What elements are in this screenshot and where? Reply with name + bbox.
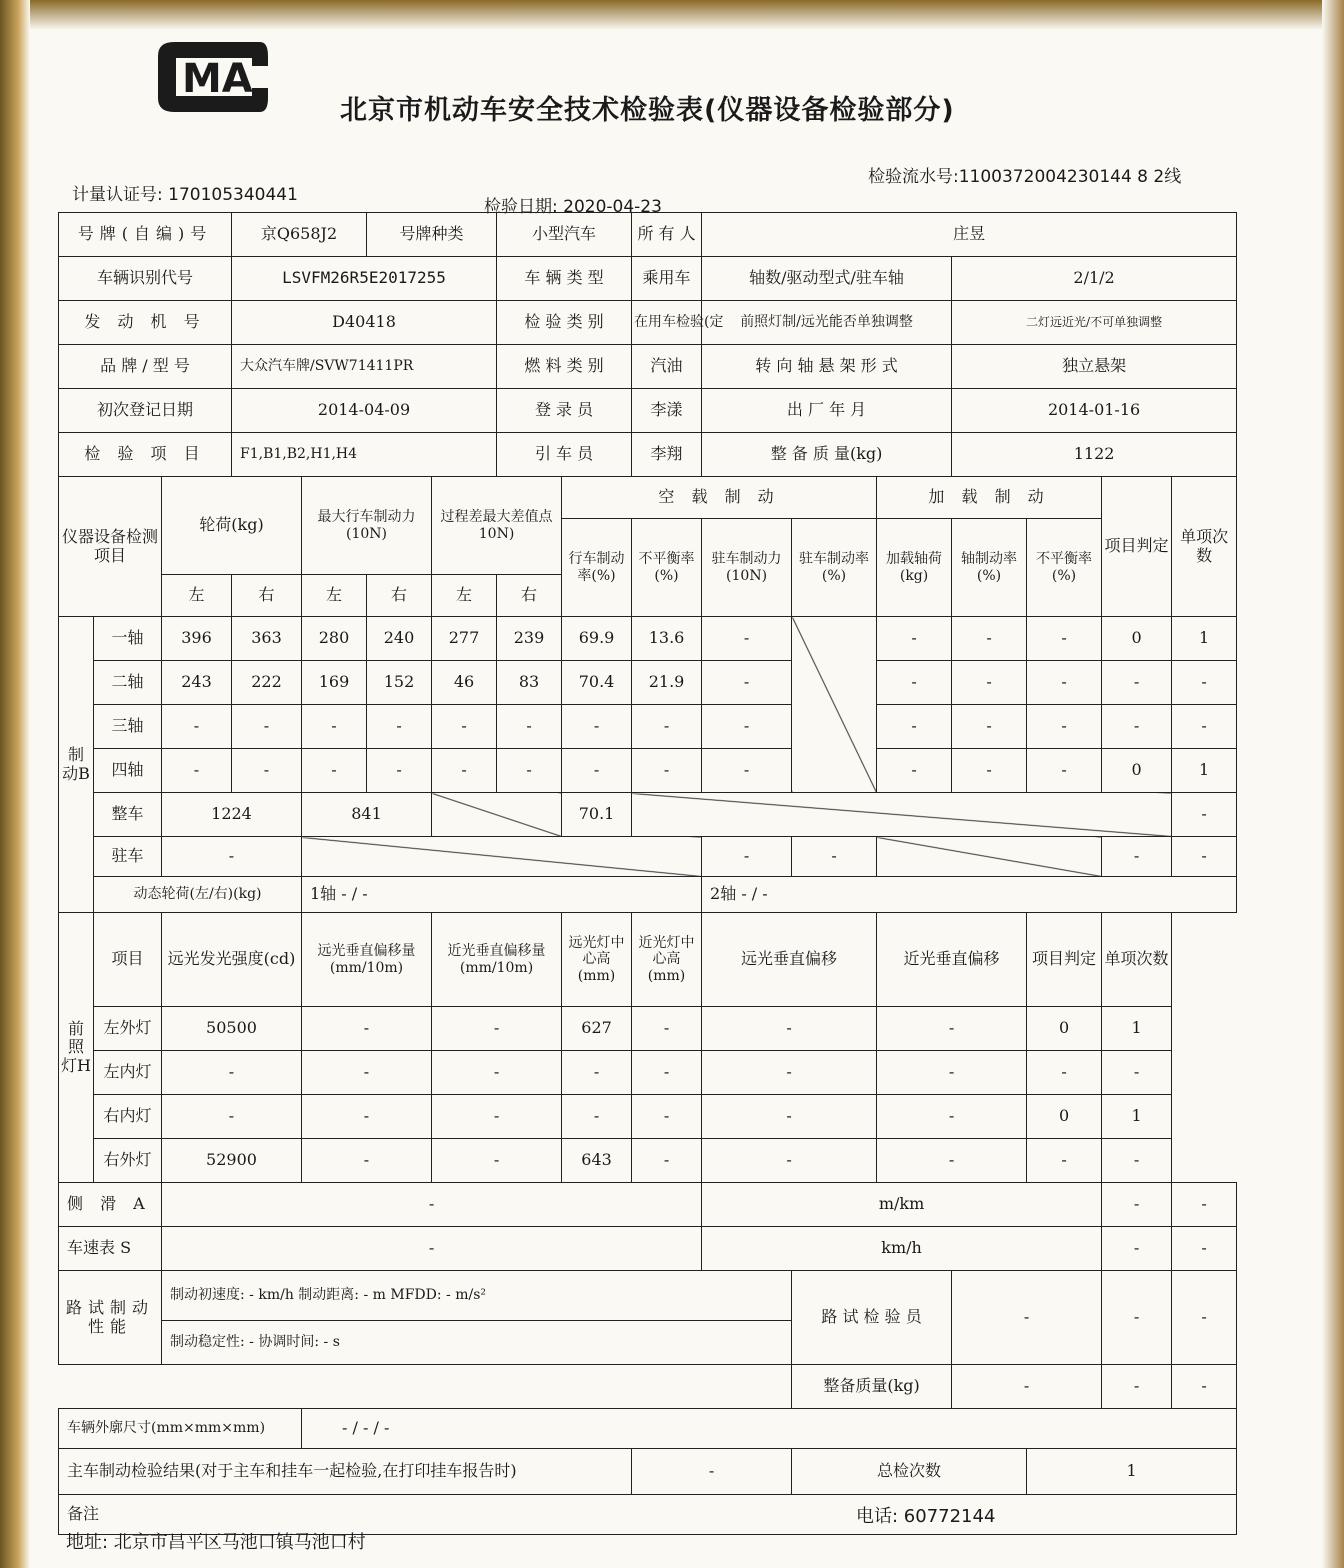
road-test-row-1 (59, 1271, 1237, 1321)
lamp-header (59, 913, 1237, 1007)
cell: - (952, 617, 1027, 661)
cell: - (302, 1007, 432, 1051)
axle-label: 三轴 (94, 705, 162, 749)
cell: - (702, 617, 792, 661)
paper-top-edge (0, 0, 1344, 30)
judge-cell: - (1102, 1271, 1172, 1365)
vehicle-row-2 (59, 257, 1237, 301)
judge-cell: - (1102, 1365, 1172, 1409)
mfg-date-label: 出 厂 年 月 (702, 389, 952, 433)
judge-header: 项目判定 (1102, 477, 1172, 617)
vehicle-type-label: 车 辆 类 型 (497, 257, 632, 301)
count-cell: 1 (1102, 1095, 1172, 1139)
diff-header: 过程差最大差值点 10N) (432, 477, 562, 575)
cell: 240 (367, 617, 432, 661)
lamp-row-4 (59, 1139, 1237, 1183)
lamp-row-3 (59, 1095, 1237, 1139)
cell: - (497, 749, 562, 793)
high-height-header: 远光灯中心高(mm) (562, 913, 632, 1007)
max-force-header: 最大行车制动力(10N) (302, 477, 432, 575)
cell: - (367, 705, 432, 749)
cell: - (432, 1051, 562, 1095)
cell: - (562, 749, 632, 793)
cell: - (302, 749, 367, 793)
suspension-label: 转 向 轴 悬 架 形 式 (702, 345, 952, 389)
cell: - (632, 749, 702, 793)
plate-label: 号牌(自编)号 (59, 213, 232, 257)
curb-mass-row-label: 整备质量(kg) (792, 1365, 952, 1409)
loaded-rate-header: 轴制动率(%) (952, 519, 1027, 617)
lamp-label: 右外灯 (94, 1139, 162, 1183)
dynamic-load-row (59, 877, 1237, 913)
brake-section-label: 制动B (59, 617, 94, 913)
judge-cell: 0 (1102, 617, 1172, 661)
dynamic-axle-2: 2轴 - / - (702, 877, 1237, 913)
brake-header-1 (59, 477, 1237, 519)
cell: 169 (302, 661, 367, 705)
cert-number: 计量认证号: 170105340441 (72, 185, 298, 205)
judge-cell: - (1102, 1227, 1172, 1271)
speedometer-value: - (162, 1227, 702, 1271)
park-value: - (162, 837, 302, 877)
plate-type-label: 号牌种类 (367, 213, 497, 257)
trailer-label: 主车制动检验结果(对于主车和挂车一起检验,在打印挂车报告时) (59, 1449, 632, 1495)
cell: 46 (432, 661, 497, 705)
cell: - (952, 749, 1027, 793)
total-count-label: 总检次数 (792, 1449, 1027, 1495)
whole-blank-diagonal (632, 793, 1172, 837)
cell: - (367, 749, 432, 793)
count-cell: - (1172, 1183, 1237, 1227)
right-header: 右 (497, 575, 562, 617)
cell: - (877, 617, 952, 661)
cell: - (702, 705, 792, 749)
count-cell: - (1172, 705, 1237, 749)
cell: 363 (232, 617, 302, 661)
plate-type-value: 小型汽车 (497, 213, 632, 257)
cell: - (702, 1051, 877, 1095)
cell: 52900 (162, 1139, 302, 1183)
cell: - (1027, 661, 1102, 705)
lamp-row-2 (59, 1051, 1237, 1095)
low-offset-header: 近光垂直偏移 (877, 913, 1027, 1007)
road-inspector-value: - (952, 1271, 1102, 1365)
logger-label: 登 录 员 (497, 389, 632, 433)
inspection-category-value: 在用车检验(定 (632, 301, 702, 345)
side-slip-row (59, 1183, 1237, 1227)
cell: - (302, 705, 367, 749)
count-cell: 1 (1102, 1007, 1172, 1051)
headlamp-label: 前照灯制/远光能否单独调整 (702, 301, 952, 345)
whole-load: 1224 (162, 793, 302, 837)
count-cell: - (1172, 1365, 1237, 1409)
cell: - (162, 705, 232, 749)
cell: - (432, 1139, 562, 1183)
judge-cell: - (1102, 705, 1172, 749)
curb-mass-label: 整 备 质 量(kg) (702, 433, 952, 477)
cell: - (702, 1139, 877, 1183)
park-rate-diagonal (792, 617, 877, 793)
cell: - (432, 705, 497, 749)
owner-label: 所 有 人 (632, 213, 702, 257)
whole-rate: 70.1 (562, 793, 632, 837)
device-header: 仪器设备检测项目 (59, 477, 162, 617)
unbalance-header: 不平衡率(%) (632, 519, 702, 617)
cell: - (877, 1051, 1027, 1095)
cell: - (702, 1095, 877, 1139)
curb-mass-row-value: - (952, 1365, 1102, 1409)
whole-diff-diagonal (432, 793, 562, 837)
dynamic-axle-1: 1轴 - / - (302, 877, 702, 913)
cell: - (632, 1051, 702, 1095)
suspension-value: 独立悬架 (952, 345, 1237, 389)
count-cell: - (1102, 1051, 1172, 1095)
right-header: 右 (232, 575, 302, 617)
loaded-unbalance-header: 不平衡率(%) (1027, 519, 1102, 617)
judge-cell: - (1172, 793, 1237, 837)
trailer-value: - (632, 1449, 792, 1495)
park-force-header: 驻车制动力(10N) (702, 519, 792, 617)
cell: - (302, 1095, 432, 1139)
cell: - (632, 1095, 702, 1139)
cell: - (432, 1007, 562, 1051)
cell: - (702, 661, 792, 705)
paper-right-edge (1322, 0, 1344, 1568)
reg-date-value: 2014-04-09 (232, 389, 497, 433)
axle-value: 2/1/2 (952, 257, 1237, 301)
judge-cell: 0 (1027, 1007, 1102, 1051)
speedometer-unit: km/h (702, 1227, 1102, 1271)
brake-row-2 (59, 661, 1237, 705)
vehicle-row-5 (59, 389, 1237, 433)
mfg-date-value: 2014-01-16 (952, 389, 1237, 433)
items-label: 检 验 项 目 (59, 433, 232, 477)
cell: - (562, 1051, 632, 1095)
brake-whole-row (59, 793, 1237, 837)
axle-label: 一轴 (94, 617, 162, 661)
inspection-date: 检验日期: 2020-04-23 (484, 197, 662, 217)
judge-cell: - (1102, 661, 1172, 705)
brake-row-1 (59, 617, 1237, 661)
left-header: 左 (162, 575, 232, 617)
high-vert-header: 远光垂直偏移量(mm/10m) (302, 913, 432, 1007)
judge-cell: - (1027, 1051, 1102, 1095)
cell: - (1027, 617, 1102, 661)
guide-label: 引 车 员 (497, 433, 632, 477)
curb-mass-row (59, 1365, 1237, 1409)
cell: 239 (497, 617, 562, 661)
plate-value: 京Q658J2 (232, 213, 367, 257)
fuel-value: 汽油 (632, 345, 702, 389)
cell: - (232, 749, 302, 793)
cell: - (432, 1095, 562, 1139)
cell: 70.4 (562, 661, 632, 705)
side-slip-unit: m/km (702, 1183, 1102, 1227)
vehicle-type-value: 乘用车 (632, 257, 702, 301)
lamp-label: 左外灯 (94, 1007, 162, 1051)
empty-load-header: 空 载 制 动 (562, 477, 877, 519)
cell: 50500 (162, 1007, 302, 1051)
inspection-table (58, 212, 1237, 1535)
axle-label: 轴数/驱动型式/驻车轴 (702, 257, 952, 301)
engine-value: D40418 (232, 301, 497, 345)
left-header: 左 (302, 575, 367, 617)
park-force: - (702, 837, 792, 877)
flow-number: 检验流水号:1100372004230144 8 2线 (868, 167, 1182, 187)
cell: - (877, 705, 952, 749)
cell: - (632, 1139, 702, 1183)
cell: 280 (302, 617, 367, 661)
cell: - (877, 1007, 1027, 1051)
vehicle-row-3 (59, 301, 1237, 345)
cell: - (562, 705, 632, 749)
road-test-line-2: 制动稳定性: - 协调时间: - s (162, 1321, 792, 1365)
count-cell: - (1172, 661, 1237, 705)
cell: - (702, 749, 792, 793)
count-cell: - (1172, 1271, 1237, 1365)
right-header: 右 (367, 575, 432, 617)
cell: - (302, 1051, 432, 1095)
judge-cell: 0 (1102, 749, 1172, 793)
logger-value: 李漾 (632, 389, 702, 433)
phone: 电话: 60772144 (856, 1506, 996, 1527)
lamp-row-1 (59, 1007, 1237, 1051)
vehicle-row-1 (59, 213, 1237, 257)
cell: - (302, 1139, 432, 1183)
items-value: F1,B1,B2,H1,H4 (232, 433, 497, 477)
cma-logo-icon (152, 36, 274, 118)
high-offset-header: 远光垂直偏移 (702, 913, 877, 1007)
total-count-value: 1 (1027, 1449, 1237, 1495)
count-header: 单项次数 (1172, 477, 1237, 617)
brake-park-row (59, 837, 1237, 877)
trailer-row (59, 1449, 1237, 1495)
owner-value: 庄昱 (702, 213, 1237, 257)
park-rate-header: 驻车制动率(%) (792, 519, 877, 617)
curb-mass-value: 1122 (952, 433, 1237, 477)
judge-cell: - (1027, 1139, 1102, 1183)
cell: - (702, 1007, 877, 1051)
count-cell: - (1102, 1139, 1172, 1183)
cell: - (952, 661, 1027, 705)
road-inspector-label: 路 试 检 验 员 (792, 1271, 952, 1365)
count-cell: 1 (1172, 749, 1237, 793)
side-slip-value: - (162, 1183, 702, 1227)
low-height-header: 近光灯中心高(mm) (632, 913, 702, 1007)
whole-force: 841 (302, 793, 432, 837)
wheel-load-header: 轮荷(kg) (162, 477, 302, 575)
count-cell: 1 (1172, 617, 1237, 661)
dimension-row (59, 1409, 1237, 1449)
dimension-value: - / - / - (302, 1409, 1237, 1449)
brake-rate-header: 行车制动率(%) (562, 519, 632, 617)
loaded-axle-load-header: 加载轴荷(kg) (877, 519, 952, 617)
intensity-header: 远光发光强度(cd) (162, 913, 302, 1007)
park-loaded-diagonal (877, 837, 1102, 877)
cell: 643 (562, 1139, 632, 1183)
brand-label: 品 牌 / 型 号 (59, 345, 232, 389)
cell: - (162, 1095, 302, 1139)
park-rate: - (792, 837, 877, 877)
cell: - (562, 1095, 632, 1139)
dimension-label: 车辆外廓尺寸(mm×mm×mm) (59, 1409, 302, 1449)
left-header: 左 (432, 575, 497, 617)
cell: 243 (162, 661, 232, 705)
loaded-header: 加 载 制 动 (877, 477, 1102, 519)
page-title: 北京市机动车安全技术检验表(仪器设备检验部分) (340, 95, 955, 126)
cell: - (952, 705, 1027, 749)
dynamic-load-label: 动态轮荷(左/右)(kg) (94, 877, 302, 913)
reg-date-label: 初次登记日期 (59, 389, 232, 433)
inspection-category-label: 检 验 类 别 (497, 301, 632, 345)
cell: - (1027, 705, 1102, 749)
lamp-section-label: 前照灯H (59, 913, 94, 1183)
whole-label: 整车 (94, 793, 162, 837)
cell: - (877, 661, 952, 705)
cell: - (162, 749, 232, 793)
cell: - (1027, 749, 1102, 793)
cell: 396 (162, 617, 232, 661)
road-test-line-1: 制动初速度: - km/h 制动距离: - m MFDD: - m/s² (162, 1271, 792, 1321)
axle-label: 二轴 (94, 661, 162, 705)
cell: 222 (232, 661, 302, 705)
brake-row-4 (59, 749, 1237, 793)
count-cell: - (1172, 1227, 1237, 1271)
axle-label: 四轴 (94, 749, 162, 793)
address: 地址: 北京市昌平区马池口镇马池口村 (66, 1532, 366, 1553)
vin-value: LSVFM26R5E2017255 (232, 257, 497, 301)
cell: - (877, 1139, 1027, 1183)
cell: - (432, 749, 497, 793)
brake-row-3 (59, 705, 1237, 749)
lamp-label: 左内灯 (94, 1051, 162, 1095)
judge-cell: - (1102, 837, 1172, 877)
cell: 627 (562, 1007, 632, 1051)
cell: - (877, 1095, 1027, 1139)
cell: 277 (432, 617, 497, 661)
paper-left-edge (0, 0, 30, 1568)
engine-label: 发 动 机 号 (59, 301, 232, 345)
cell: 21.9 (632, 661, 702, 705)
judge-cell: 0 (1027, 1095, 1102, 1139)
side-slip-label: 侧 滑 A (59, 1183, 162, 1227)
fuel-label: 燃 料 类 别 (497, 345, 632, 389)
cell: - (632, 1007, 702, 1051)
speedometer-label: 车速表 S (59, 1227, 162, 1271)
road-test-label: 路试制动性能 (59, 1271, 162, 1365)
cell: 69.9 (562, 617, 632, 661)
cell: - (632, 705, 702, 749)
cell: - (162, 1051, 302, 1095)
lamp-item-header: 项目 (94, 913, 162, 1007)
lamp-count-header: 单项次数 (1102, 913, 1172, 1007)
cell: - (232, 705, 302, 749)
curb-mass-blank (59, 1365, 792, 1409)
vehicle-row-6 (59, 433, 1237, 477)
cell: - (877, 749, 952, 793)
cell: - (497, 705, 562, 749)
speedometer-row (59, 1227, 1237, 1271)
guide-value: 李翔 (632, 433, 702, 477)
brand-value: 大众汽车牌/SVW71411PR (232, 345, 497, 389)
headlamp-value: 二灯远近光/不可单独调整 (952, 301, 1237, 345)
logo-text: MA (182, 56, 253, 102)
vehicle-row-4 (59, 345, 1237, 389)
lamp-label: 右内灯 (94, 1095, 162, 1139)
park-blank-diagonal (302, 837, 702, 877)
park-label: 驻车 (94, 837, 162, 877)
remark-label: 备注 (59, 1495, 1237, 1535)
cell: 152 (367, 661, 432, 705)
cell: 83 (497, 661, 562, 705)
vin-label: 车辆识别代号 (59, 257, 232, 301)
count-cell: - (1172, 837, 1237, 877)
judge-cell: - (1102, 1183, 1172, 1227)
lamp-judge-header: 项目判定 (1027, 913, 1102, 1007)
cell: 13.6 (632, 617, 702, 661)
low-vert-header: 近光垂直偏移量(mm/10m) (432, 913, 562, 1007)
